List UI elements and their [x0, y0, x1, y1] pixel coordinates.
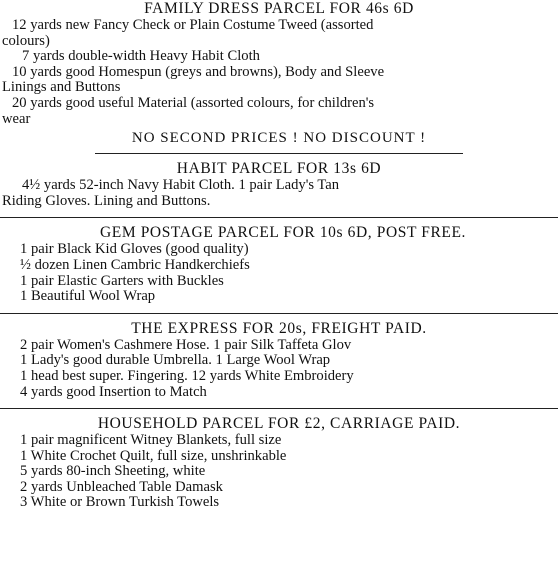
section-title: HOUSEHOLD PARCEL FOR £2, CARRIAGE PAID.: [97, 415, 461, 433]
gem-postage-parcel: [0, 224, 558, 304]
item-line: 1 White Crochet Quilt, full size, unshrinkable: [20, 448, 287, 464]
item-line: 1 pair Black Kid Gloves (good quality): [20, 242, 249, 258]
item-line: 4 yards good Insertion to Match: [20, 384, 207, 400]
item-line: 1 Beautiful Wool Wrap: [20, 289, 156, 305]
divider: [95, 153, 463, 154]
divider: [0, 408, 558, 409]
section-title: HABIT PARCEL FOR 13s 6D: [176, 160, 382, 178]
divider: [0, 217, 558, 218]
item-line: Linings and Buttons: [2, 80, 121, 96]
family-dress-parcel: [0, 0, 558, 147]
section-footer: NO SECOND PRICES ! NO DISCOUNT !: [131, 130, 427, 147]
item-line: 1 head best super. Fingering. 12 yards White Embroidery: [20, 368, 354, 384]
item-line: ½ dozen Linen Cambric Handkerchiefs: [20, 257, 250, 273]
item-line: 2 pair Women's Cashmere Hose. 1 pair Silk Taffeta Glov: [20, 337, 352, 353]
item-line: Riding Gloves. Lining and Buttons.: [2, 193, 211, 209]
item-line: wear: [2, 111, 31, 127]
item-line: 7 yards double-width Heavy Habit Cloth: [22, 49, 260, 65]
item-line: 1 Lady's good durable Umbrella. 1 Large Wool Wrap: [20, 353, 331, 369]
item-line: 12 yards new Fancy Check or Plain Costume Tweed (assorted: [12, 18, 374, 33]
item-line: colours): [2, 33, 50, 49]
household-parcel: [0, 415, 558, 511]
section-title: FAMILY DRESS PARCEL FOR 46s 6D: [144, 0, 414, 17]
section-title: GEM POSTAGE PARCEL FOR 10s 6D, POST FREE.: [99, 224, 466, 242]
habit-parcel: [0, 160, 558, 209]
item-line: 3 White or Brown Turkish Towels: [20, 495, 220, 511]
item-line: 2 yards Unbleached Table Damask: [20, 479, 223, 495]
item-line: 1 pair magnificent Witney Blankets, full size: [20, 433, 282, 449]
item-line: 4½ yards 52-inch Navy Habit Cloth. 1 pair Lady's Tan: [22, 178, 340, 194]
item-line: 5 yards 80-inch Sheeting, white: [20, 464, 206, 480]
item-line: 10 yards good Homespun (greys and browns), Body and Sleeve: [12, 64, 385, 80]
item-line: 20 yards good useful Material (assorted colours, for children's: [12, 95, 375, 111]
express-parcel: [0, 320, 558, 400]
section-title: THE EXPRESS FOR 20s, FREIGHT PAID.: [131, 319, 427, 337]
item-line: 1 pair Elastic Garters with Buckles: [20, 273, 224, 289]
divider: [0, 313, 558, 314]
